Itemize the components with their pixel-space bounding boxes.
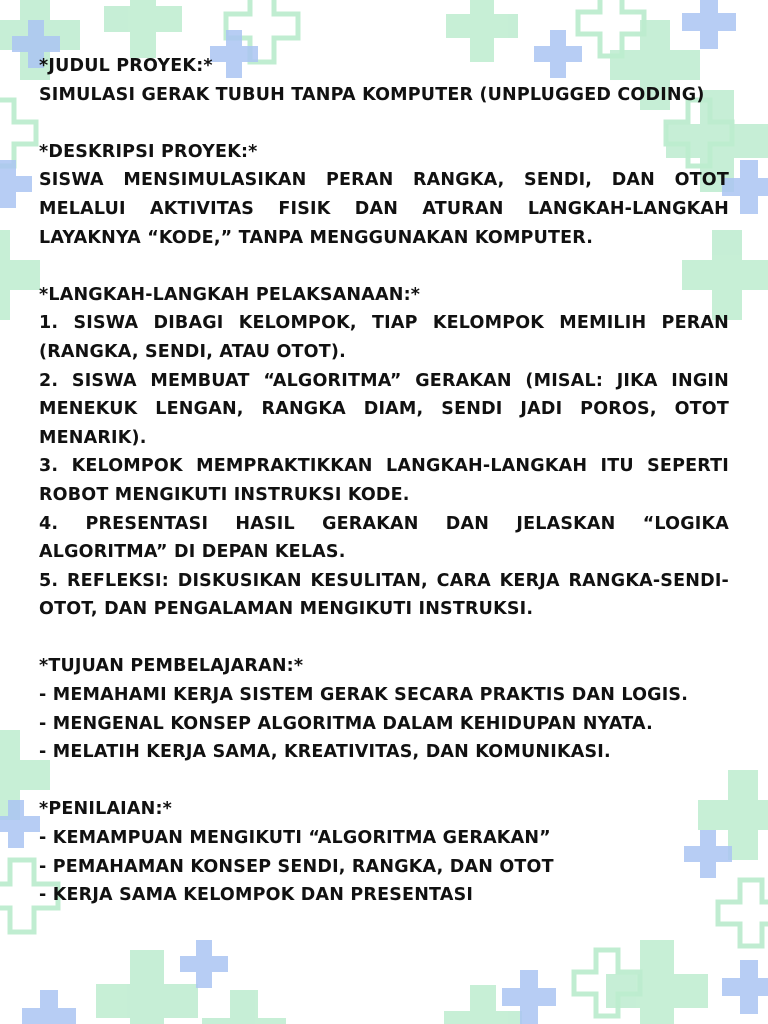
plus-shape-icon	[0, 160, 32, 208]
plus-shape-icon	[606, 940, 708, 1024]
step-item: 2. SISWA MEMBUAT “ALGORITMA” GERAKAN (MISAL: JIKA INGIN MENEKUK LENGAN, RANGKA DIAM, SENDI JADI POROS, OTOT MENARIK).	[39, 370, 729, 448]
project-title-text: SIMULASI GERAK TUBUH TANPA KOMPUTER (UNPLUGGED CODING)	[39, 84, 705, 105]
plus-shape-icon	[22, 990, 76, 1024]
assessment-item: - PEMAHAMAN KONSEP SENDI, RANGKA, DAN OTOT	[39, 856, 554, 877]
step-item: 3. KELOMPOK MEMPRAKTIKKAN LANGKAH-LANGKAH ITU SEPERTI ROBOT MENGIKUTI INSTRUKSI KODE.	[39, 456, 729, 505]
section-spacer	[39, 109, 729, 138]
project-description-text: SISWA MENSIMULASIKAN PERAN RANGKA, SENDI, DAN OTOT MELALUI AKTIVITAS FISIK DAN ATURAN LANGKAH-LANGKAH LAYAKNYA “KODE,” TANPA MENGGUNAKAN KOMPUTER.	[39, 170, 729, 248]
plus-shape-icon	[722, 960, 768, 1014]
plus-shape-icon	[180, 940, 228, 988]
learning-goal-item: - MELATIH KERJA SAMA, KREATIVITAS, DAN KOMUNIKASI.	[39, 742, 611, 763]
steps-heading: *LANGKAH-LANGKAH PELAKSANAAN:*	[39, 284, 421, 305]
plus-shape-icon	[104, 0, 182, 58]
step-item: 5. REFLEKSI: DISKUSIKAN KESULITAN, CARA KERJA RANGKA-SENDI-OTOT, DAN PENGALAMAN MENGIKUTI INSTRUKSI.	[39, 570, 729, 620]
section-spacer	[39, 252, 729, 281]
plus-shape-icon	[682, 0, 736, 49]
step-item: 4. PRESENTASI HASIL GERAKAN DAN JELASKAN “LOGIKA ALGORITMA” DI DEPAN KELAS.	[39, 513, 729, 563]
assessment-heading: *PENILAIAN:*	[39, 799, 173, 820]
plus-outline-icon	[578, 0, 644, 56]
document-body	[39, 52, 729, 910]
learning-goal-item: - MEMAHAMI KERJA SISTEM GERAK SECARA PRAKTIS DAN LOGIS.	[39, 685, 689, 706]
learning-goal-item: - MENGENAL KONSEP ALGORITMA DALAM KEHIDUPAN NYATA.	[39, 713, 653, 734]
assessment-item: - KERJA SAMA KELOMPOK DAN PRESENTASI	[39, 885, 474, 906]
project-description-heading: *DESKRIPSI PROYEK:*	[39, 141, 258, 162]
project-title-heading: *JUDUL PROYEK:*	[39, 56, 213, 76]
step-item: 1. SISWA DIBAGI KELOMPOK, TIAP KELOMPOK MEMILIH PERAN (RANGKA, SENDI, ATAU OTOT).	[39, 313, 729, 362]
learning-goals-heading: *TUJUAN PEMBELAJARAN:*	[39, 656, 304, 677]
assessment-item: - KEMAMPUAN MENGIKUTI “ALGORITMA GERAKAN”	[39, 828, 551, 849]
section-spacer	[39, 767, 729, 796]
section-spacer	[39, 624, 729, 653]
plus-shape-icon	[202, 990, 286, 1024]
plus-outline-icon	[0, 100, 36, 166]
plus-shape-icon	[0, 230, 40, 320]
